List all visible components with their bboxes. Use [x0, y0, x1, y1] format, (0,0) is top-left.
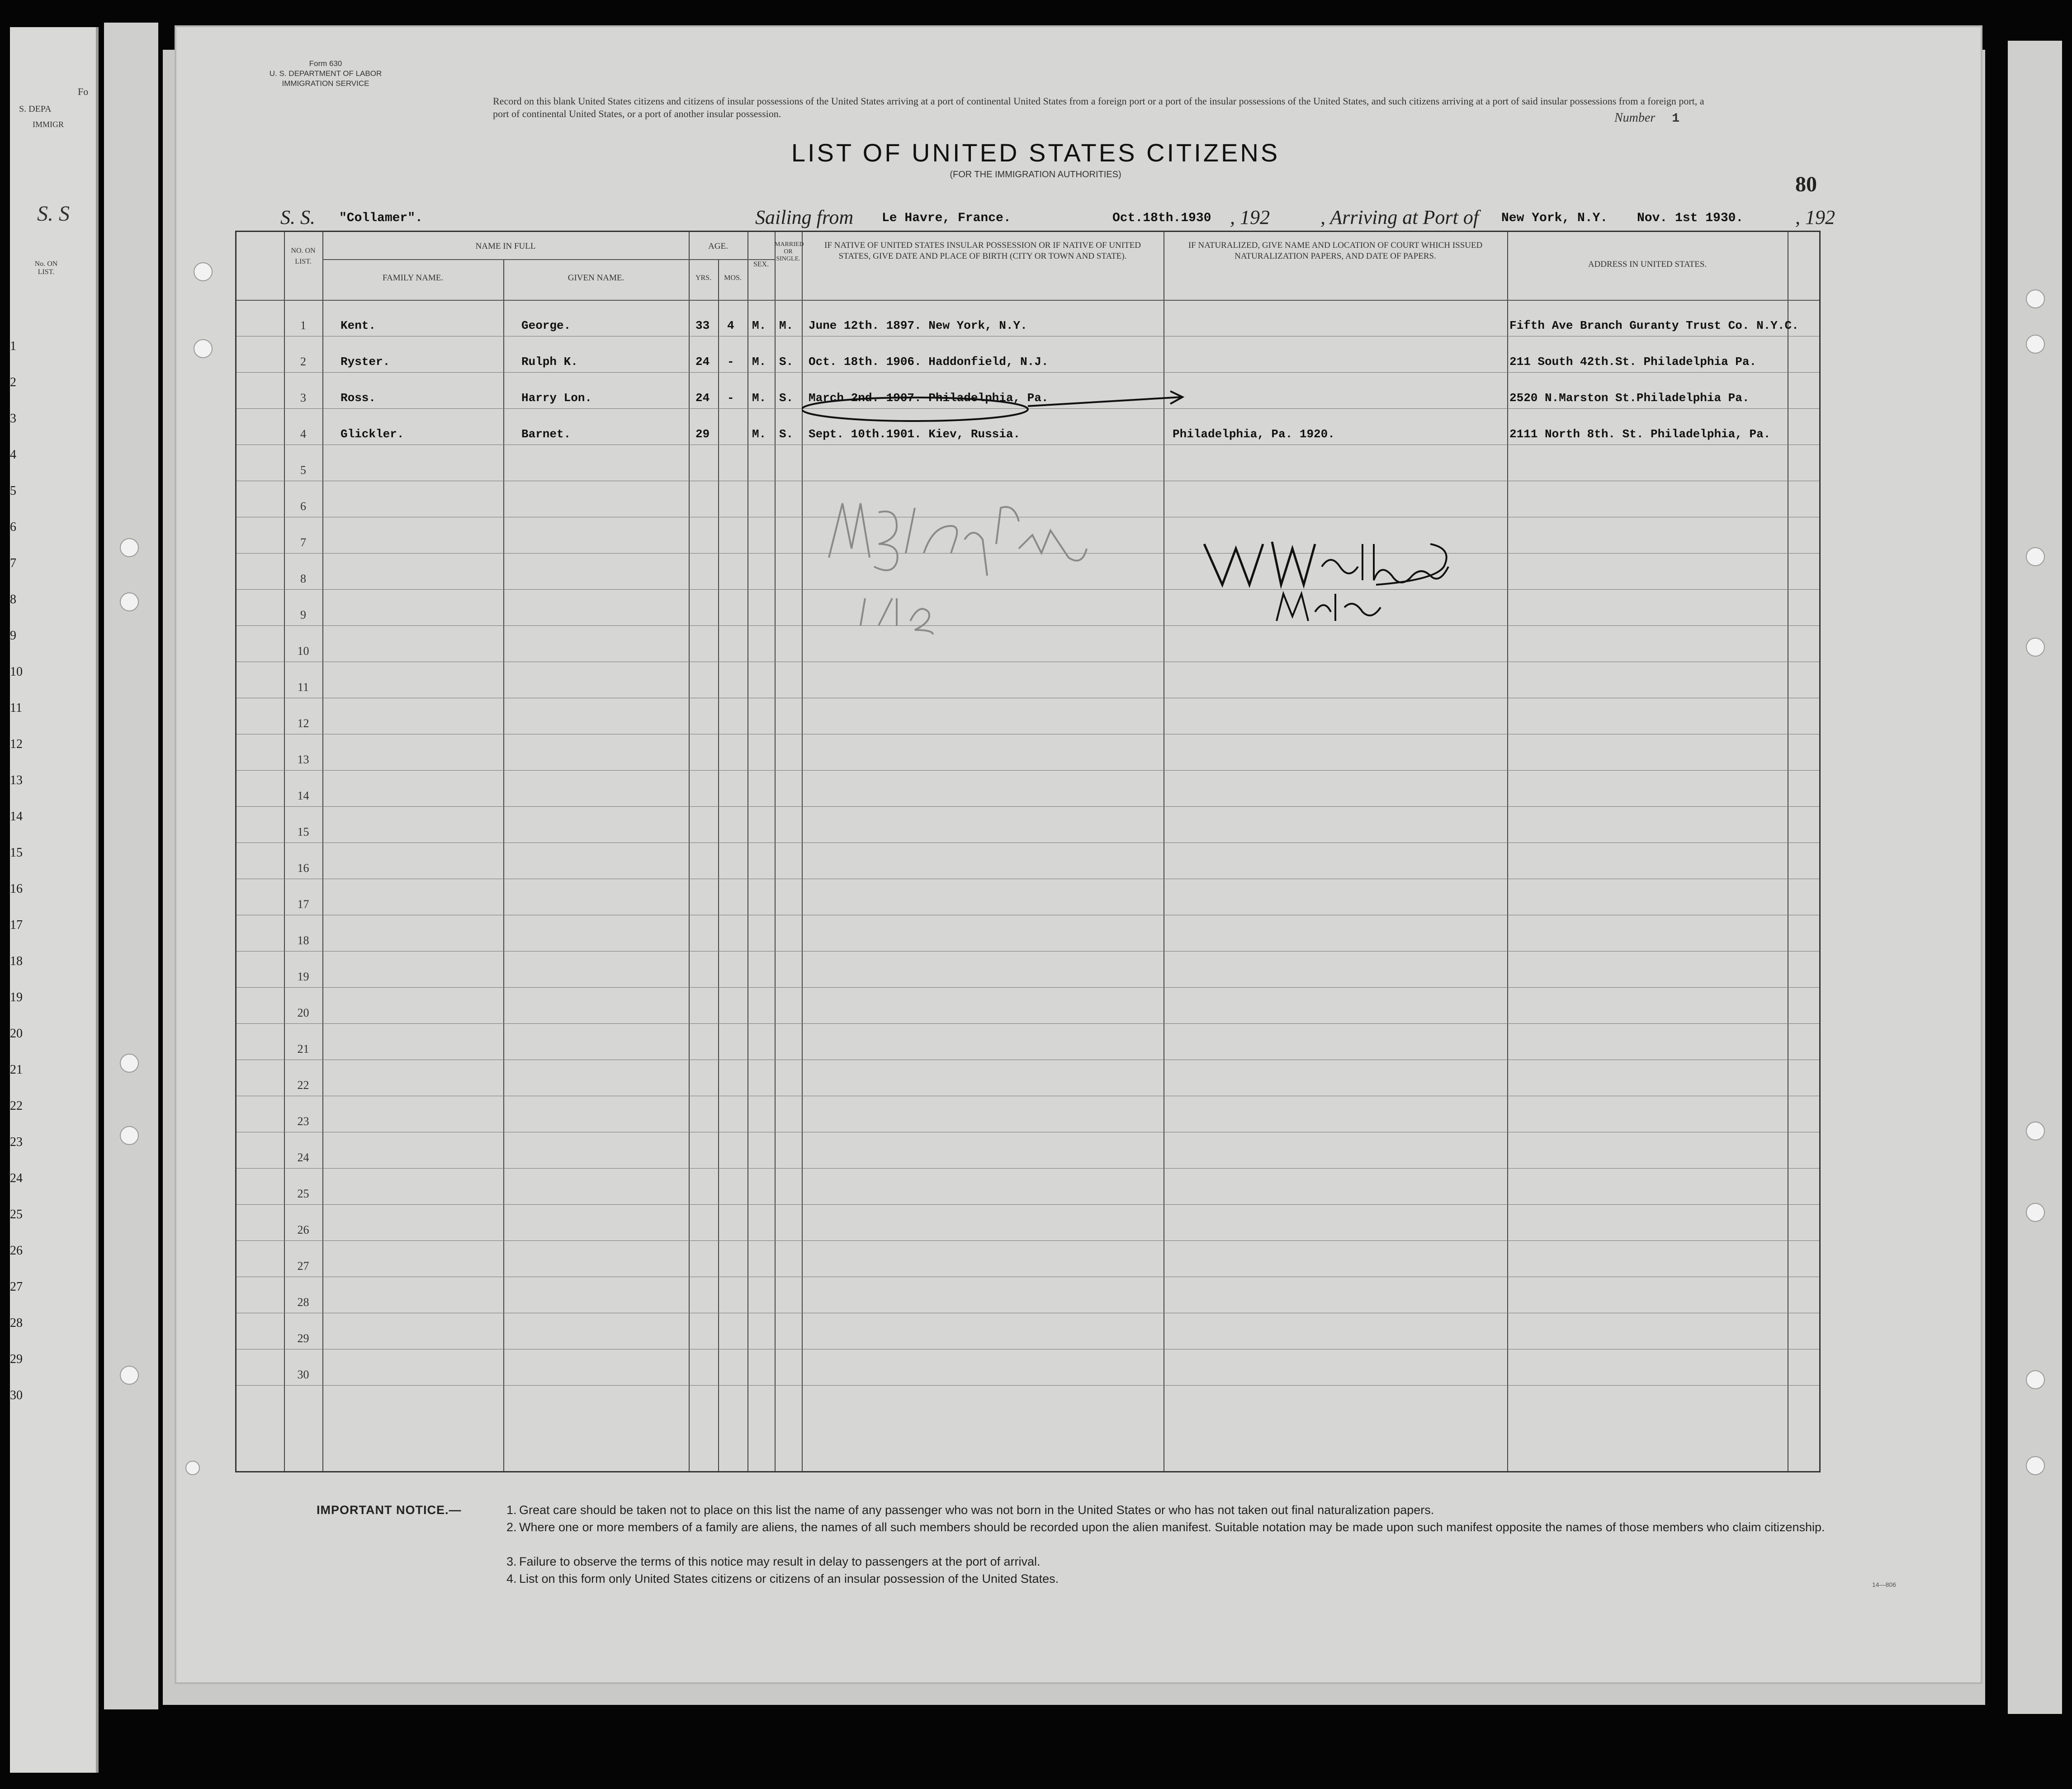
arriving-label: , Arriving at Port of	[1320, 206, 1479, 228]
form-number: Form 630	[309, 59, 342, 68]
col-head-birth: IF NATIVE OF UNITED STATES INSULAR POSSESSION OR IF NATIVE OF UNITED STATES, GIVE DATE AND PLACE OF BIRTH (CITY OR TOWN AND STATE).	[824, 241, 1141, 261]
sailing-label: Sailing from	[755, 206, 854, 228]
left-row-number: 26	[10, 1244, 23, 1258]
row-rule	[237, 770, 1819, 771]
left-row-number: 27	[10, 1280, 23, 1294]
punch-hole	[2026, 638, 2045, 657]
departure-port: Le Havre, France.	[882, 211, 1011, 225]
col-rule	[322, 232, 323, 1471]
notice-item-number: 4.	[506, 1572, 517, 1585]
row-number: 9	[300, 608, 306, 621]
notice-lead: IMPORTANT NOTICE.—	[317, 1503, 462, 1517]
cell-birth: Sept. 10th.1901. Kiev, Russia.	[809, 427, 1021, 441]
row-number: 30	[297, 1368, 309, 1381]
row-rule	[237, 1240, 1819, 1241]
cell-sex: M.	[752, 391, 766, 405]
punch-hole	[194, 339, 213, 358]
departure-date: Oct.18th.1930	[1112, 211, 1211, 225]
left-row-number: 23	[10, 1135, 23, 1149]
cell-yrs: 33	[695, 319, 710, 332]
cell-married: S.	[779, 355, 794, 369]
form-header	[176, 27, 1981, 226]
row-rule	[237, 1023, 1819, 1024]
cell-address: Fifth Ave Branch Guranty Trust Co. N.Y.C.	[1509, 319, 1799, 332]
row-number: 24	[297, 1151, 309, 1164]
left-ss-fragment: S. S	[37, 202, 70, 226]
col-head-no: NO. ON LIST.	[291, 247, 316, 265]
left-row-number: 20	[10, 1027, 23, 1041]
left-form-fragment-2: S. DEPA	[19, 104, 52, 114]
row-number: 11	[297, 681, 309, 694]
left-row-number: 2	[10, 375, 16, 389]
notice-item-number: 3.	[506, 1555, 517, 1568]
page-subtitle: (FOR THE IMMIGRATION AUTHORITIES)	[950, 170, 1121, 180]
cell-yrs: 24	[695, 355, 710, 369]
col-rule	[1507, 232, 1508, 1471]
col-rule	[689, 232, 690, 1471]
punch-hole	[120, 538, 139, 557]
left-row-number: 29	[10, 1352, 23, 1366]
left-row-number: 15	[10, 846, 23, 860]
row-number: 29	[297, 1332, 309, 1345]
left-row-number: 24	[10, 1171, 23, 1185]
row-number: 14	[297, 789, 309, 802]
cell-mos: -	[727, 391, 734, 405]
cell-married: S.	[779, 391, 794, 405]
row-rule	[237, 1204, 1819, 1205]
row-number: 15	[297, 825, 309, 838]
col-head-given: GIVEN NAME.	[568, 273, 624, 283]
row-number: 27	[297, 1259, 309, 1273]
cell-sex: M.	[752, 355, 766, 369]
left-row-number: 19	[10, 990, 23, 1004]
cell-family: Ross.	[341, 391, 376, 405]
col-head-name: NAME IN FULL	[475, 241, 536, 251]
inspector-initials	[815, 485, 1132, 634]
master-signature	[1195, 517, 1466, 630]
row-number: 6	[300, 500, 306, 513]
cell-address: 2520 N.Marston St.Philadelphia Pa.	[1509, 391, 1750, 405]
cell-yrs: 24	[695, 391, 710, 405]
row-number: 18	[297, 934, 309, 947]
notice-item-text: List on this form only United States citizens or citizens of an insular possession of the United States.	[519, 1572, 1059, 1585]
punch-hole	[120, 1366, 139, 1385]
manifest-sheet	[176, 27, 1981, 1682]
cell-address: 2111 North 8th. St. Philadelphia, Pa.	[1509, 427, 1771, 441]
col-rule	[284, 232, 285, 1471]
cell-family: Ryster.	[341, 355, 390, 369]
department-name: U. S. DEPARTMENT OF LABOR	[269, 69, 382, 78]
row-number: 2	[300, 355, 306, 368]
row-number: 1	[300, 319, 306, 332]
left-row-number: 10	[10, 665, 23, 679]
header-bottom-rule	[237, 300, 1819, 301]
left-row-number: 7	[10, 556, 16, 570]
row-rule	[237, 842, 1819, 843]
cell-naturalized: Philadelphia, Pa. 1920.	[1173, 427, 1335, 441]
cell-birth: Oct. 18th. 1906. Haddonfield, N.J.	[809, 355, 1049, 369]
cell-birth: June 12th. 1897. New York, N.Y.	[809, 319, 1027, 332]
col-rule	[775, 232, 776, 1471]
cell-given: George.	[521, 319, 571, 332]
passenger-table	[235, 231, 1821, 1472]
punch-hole	[185, 1461, 200, 1475]
row-number: 4	[300, 427, 306, 440]
number-label: Number	[1614, 111, 1656, 125]
row-number: 12	[297, 717, 309, 730]
punch-hole	[2026, 1122, 2045, 1141]
form-identification	[244, 59, 407, 89]
left-row-number: 1	[10, 339, 16, 353]
col-rule	[718, 259, 719, 1471]
col-head-family: FAMILY NAME.	[382, 273, 444, 283]
header-subrule	[322, 259, 775, 260]
punch-hole	[2026, 1203, 2045, 1222]
row-rule	[237, 987, 1819, 988]
cell-yrs: 29	[695, 427, 710, 441]
page-title: LIST OF UNITED STATES CITIZENS	[791, 138, 1280, 167]
notice-item-number: 2.	[506, 1520, 517, 1534]
cell-sex: M.	[752, 427, 766, 441]
col-head-naturalized: IF NATURALIZED, GIVE NAME AND LOCATION OF COURT WHICH ISSUED NATURALIZATION PAPERS, AND DATE OF PAPERS.	[1188, 241, 1483, 261]
cell-birth: March 2nd. 1907. Philadelphia, Pa.	[809, 391, 1049, 405]
adjacent-page-strip	[10, 27, 99, 1773]
left-row-number: 16	[10, 882, 23, 896]
notice-item-text: Where one or more members of a family are aliens, the names of all such members should be recorded upon the alien manifest. Suitable notation may be made upon such manifest opposite the names of those members who claim citizenship.	[519, 1520, 1825, 1534]
row-number: 17	[297, 898, 309, 911]
left-row-number: 14	[10, 809, 23, 824]
left-row-number: 17	[10, 918, 23, 932]
col-head-sex: SEX.	[753, 260, 769, 268]
cell-sex: M.	[752, 319, 766, 332]
notice-item-text: Great care should be taken not to place on this list the name of any passenger who was not born in the United States or who has not taken out final naturalization papers.	[519, 1503, 1434, 1517]
left-row-number: 30	[10, 1388, 23, 1402]
notice-code: 14—806	[1872, 1581, 1896, 1588]
cell-family: Glickler.	[341, 427, 404, 441]
cell-mos: -	[727, 355, 734, 369]
service-name: IMMIGRATION SERVICE	[282, 79, 369, 88]
left-row-number: 4	[10, 448, 16, 462]
row-number: 3	[300, 391, 306, 404]
cell-address: 211 South 42th.St. Philadelphia Pa.	[1509, 355, 1757, 369]
row-number: 28	[297, 1296, 309, 1309]
year-label-1: , 192	[1230, 206, 1270, 228]
punch-hole	[120, 1126, 139, 1145]
col-head-mos: MOS.	[724, 274, 742, 282]
left-row-number: 9	[10, 629, 16, 643]
row-number: 19	[297, 970, 309, 983]
row-number: 25	[297, 1187, 309, 1200]
ship-name: "Collamer".	[339, 211, 423, 225]
punch-hole	[2026, 1456, 2045, 1475]
left-form-fragment-1: Fo	[78, 86, 89, 97]
year-label-2: , 192	[1795, 206, 1835, 228]
ss-label: S. S.	[280, 206, 315, 228]
col-head-married: MARRIED OR SINGLE.	[775, 241, 804, 262]
row-number: 21	[297, 1042, 309, 1055]
arrival-port: New York, N.Y.	[1501, 211, 1608, 225]
arrow-annotation	[802, 363, 1209, 426]
left-row-number: 3	[10, 412, 16, 426]
left-row-number: 12	[10, 737, 23, 751]
left-row-number: 5	[10, 484, 16, 498]
punch-hole	[2026, 289, 2045, 308]
cell-given: Rulph K.	[521, 355, 578, 369]
number-value: 1	[1672, 112, 1680, 126]
cell-mos: 4	[727, 319, 734, 332]
row-number: 13	[297, 753, 309, 766]
row-number: 16	[297, 861, 309, 875]
notice-item-text: Failure to observe the terms of this notice may result in delay to passengers at the port of arrival.	[519, 1555, 1041, 1568]
cell-given: Harry Lon.	[521, 391, 592, 405]
row-rule	[237, 1168, 1819, 1169]
left-row-number: 18	[10, 954, 23, 968]
left-row-number: 21	[10, 1063, 23, 1077]
punch-hole	[2026, 547, 2045, 566]
cell-given: Barnet.	[521, 427, 571, 441]
voyage-line	[280, 206, 1908, 233]
record-instructions: Record on this blank United States citizens and citizens of insular possessions of the United States arriving at a port of continental United States from a foreign port or a port of the insular possessions of the United States, and such citizens arriving at a port of said insular possessions from a foreign port, a port of continental United States, or a port of another insular possession.	[493, 95, 1704, 119]
cell-family: Kent.	[341, 319, 376, 332]
row-number: 26	[297, 1223, 309, 1236]
row-rule	[237, 1385, 1819, 1386]
punch-hole	[120, 592, 139, 611]
cell-married: S.	[779, 427, 794, 441]
col-head-age: AGE.	[708, 241, 728, 251]
col-head-yrs: YRS.	[695, 274, 712, 282]
row-rule	[237, 806, 1819, 807]
page-number: 80	[1795, 172, 1817, 196]
left-row-number: 25	[10, 1207, 23, 1221]
left-form-fragment-3: IMMIGR	[33, 120, 64, 129]
row-number: 8	[300, 572, 306, 585]
col-rule	[503, 259, 504, 1471]
punch-hole	[120, 1054, 139, 1073]
row-number: 7	[300, 536, 306, 549]
left-col-head: No. ON LIST.	[34, 260, 58, 276]
row-number: 20	[297, 1006, 309, 1019]
row-number: 10	[297, 644, 309, 658]
punch-hole	[2026, 335, 2045, 354]
punch-hole	[2026, 1370, 2045, 1389]
punch-hole	[194, 262, 213, 281]
left-row-number: 8	[10, 592, 16, 606]
col-head-address: ADDRESS IN UNITED STATES.	[1588, 260, 1707, 269]
left-row-number: 22	[10, 1099, 23, 1113]
row-number: 22	[297, 1079, 309, 1092]
notice-item-number: 1.	[506, 1503, 517, 1517]
col-rule	[747, 232, 748, 1471]
page-edge	[104, 23, 158, 1709]
left-row-number: 11	[10, 701, 22, 715]
cell-married: M.	[779, 319, 794, 332]
row-number: 23	[297, 1115, 309, 1128]
left-row-number: 13	[10, 773, 23, 787]
left-row-number: 6	[10, 520, 16, 534]
row-number: 5	[300, 464, 306, 477]
list-number	[1614, 111, 1679, 126]
arrival-date: Nov. 1st 1930.	[1637, 211, 1744, 225]
left-row-number: 28	[10, 1316, 23, 1330]
